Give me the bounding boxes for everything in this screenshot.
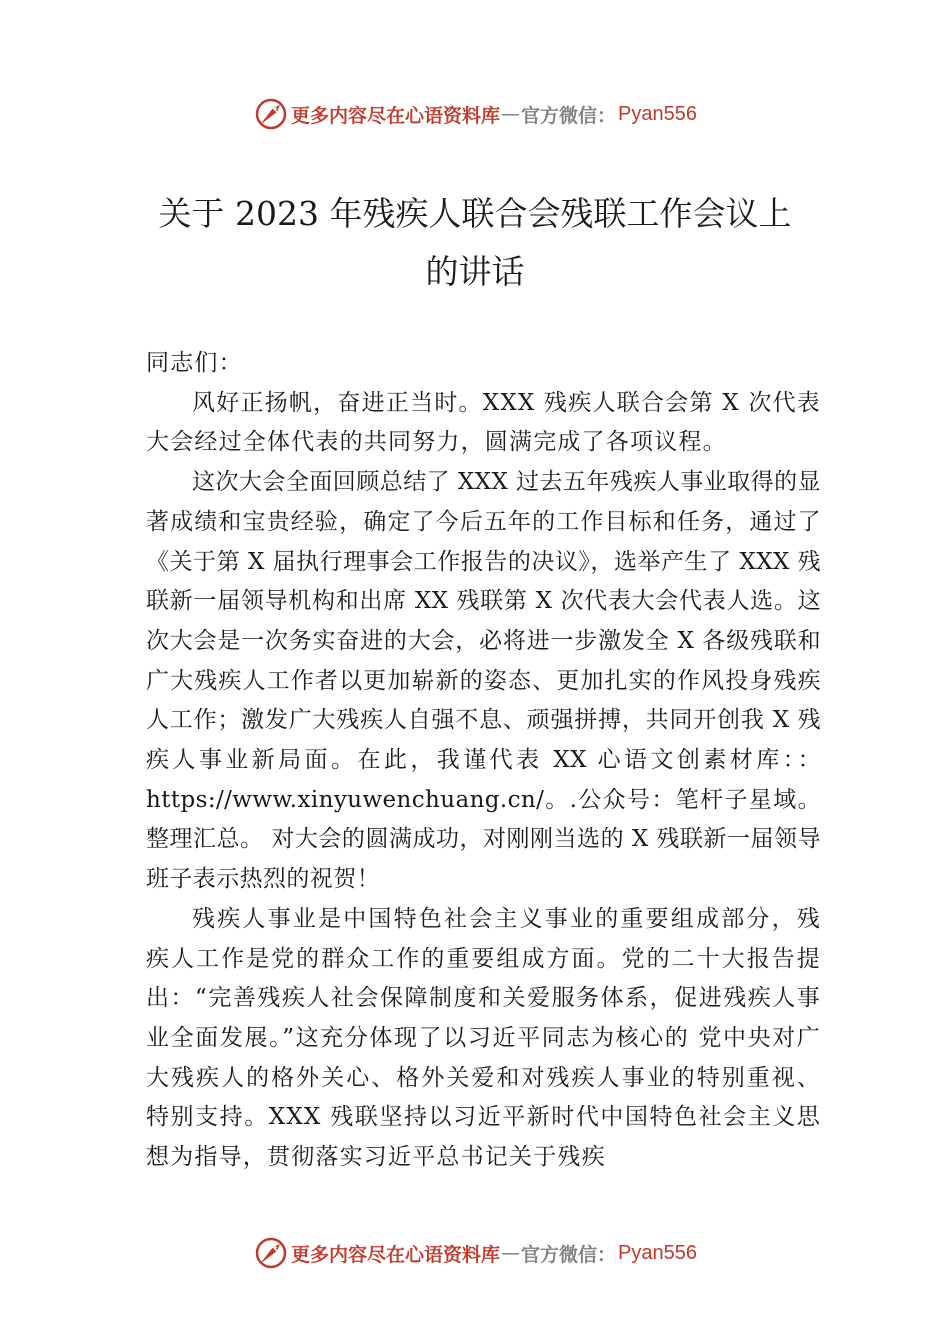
title-line-1: 关于 2023 年残疾人联合会残联工作会议上	[158, 194, 792, 233]
document-title	[110, 185, 840, 301]
banner-separator: —	[501, 1242, 521, 1264]
banner-separator: —	[501, 103, 521, 125]
pen-nib-logo-icon	[253, 1235, 289, 1271]
title-line-2: 的讲话	[425, 252, 525, 291]
wechat-account: Pyan556	[618, 1241, 697, 1264]
salutation: 同志们：	[146, 350, 243, 376]
pen-nib-logo-icon	[253, 96, 289, 132]
header-banner	[0, 94, 950, 134]
wechat-account: Pyan556	[618, 102, 697, 125]
brand-text: 更多内容尽在心语资料库	[291, 1243, 501, 1266]
paragraph: 残疾人事业是中国特色社会主义事业的重要组成部分，残疾人工作是党的群众工作的重要组成方面。党的二十大报告提出：“完善残疾人社会保障制度和关爱服务体系，促进残疾人事业全面发展。”这充分体现了以习近平同志为核心的 党中央对广大残疾人的格外关心、格外关爱和对残疾人事业的特别重视、特别支持。XXX 残联坚持以习近平新时代中国特色社会主义思想为指导，贯彻落实习近平总书记关于残疾	[146, 905, 821, 1171]
brand-text: 更多内容尽在心语资料库	[291, 104, 501, 127]
paragraph: 这次大会全面回顾总结了 XXX 过去五年残疾人事业取得的显著成绩和宝贵经验，确定了今后五年的工作目标和任务，通过了《关于第 X 届执行理事会工作报告的决议》，选举产生了 XXX 残联新一届领导机构和出席 XX 残联第 X 次代表大会代表人选。这次大会是一次务实奋进的大会，必将进一步激发全 X 各级残联和广大残疾人工作者以更加崭新的姿态、更加扎实的作风投身残疾人工作；激发广大残疾人自强不息、顽强拼搏，共同开创我 X 残疾人事业新局面。在此，我谨代表 XX 心语文创素材库：：https://www.xinyuwenchuang.cn/。.公众号：笔杆子星域。整理汇总。 对大会的圆满成功，对刚刚当选的 X 残联新一届领导班子表示热烈的祝贺！	[146, 469, 821, 893]
footer-banner	[0, 1233, 950, 1273]
document-body	[146, 344, 821, 1178]
wechat-label: 官方微信：	[521, 104, 617, 127]
wechat-label: 官方微信：	[521, 1243, 617, 1266]
paragraph: 风好正扬帆，奋进正当时。XXX 残疾人联合会第 X 次代表大会经过全体代表的共同努力，圆满完成了各项议程。	[146, 389, 821, 456]
